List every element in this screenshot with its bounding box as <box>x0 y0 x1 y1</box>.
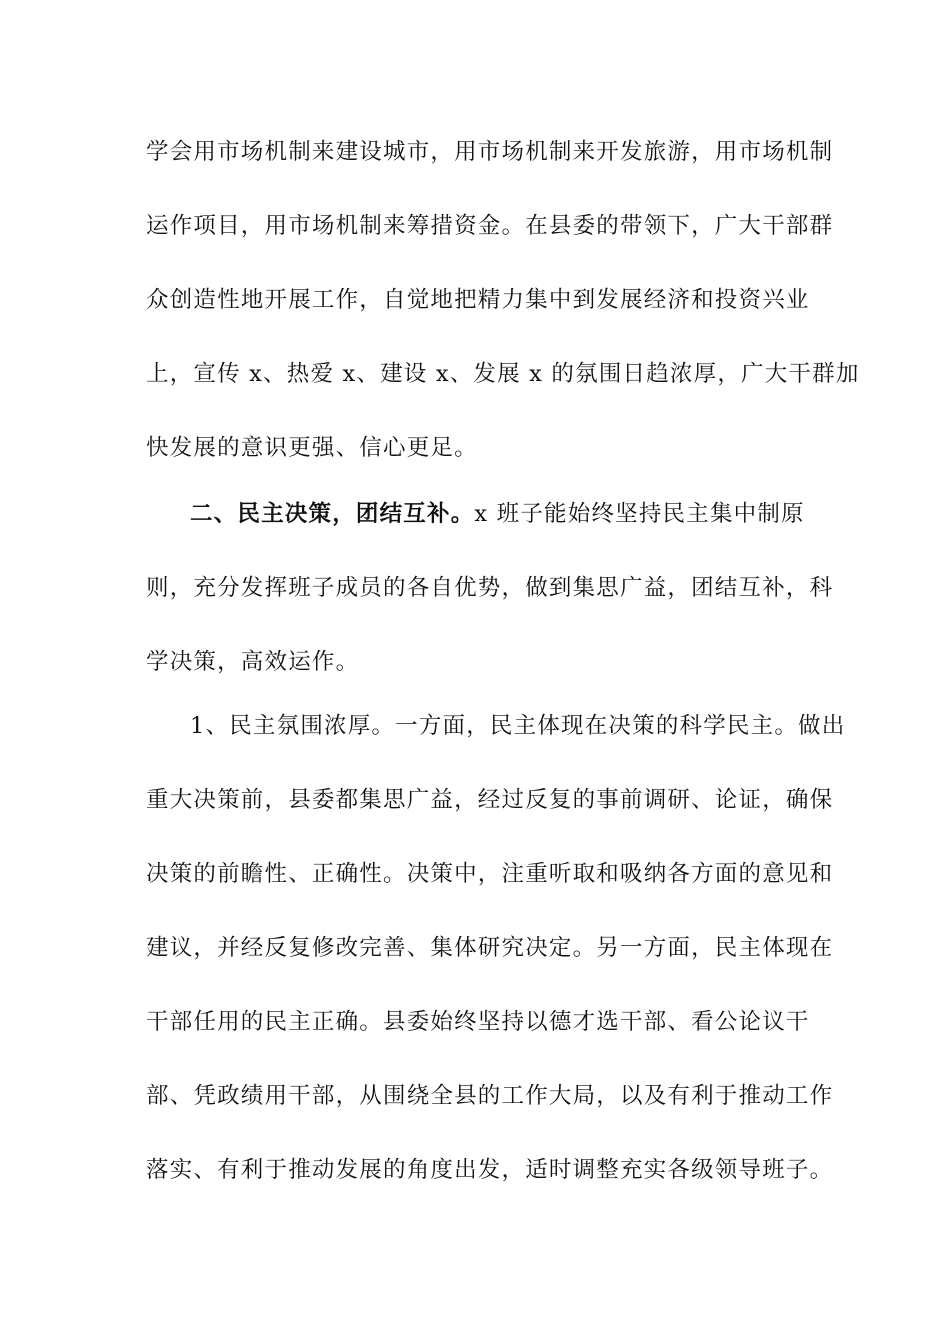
section-2-first-line-text: x 班子能始终坚持民主集中制原 <box>474 501 805 527</box>
item-1-line-7: 落实、有利于推动发展的角度出发，适时调整充实各级领导班子。 <box>146 1157 834 1183</box>
section-2-line-2: 则，充分发挥班子成员的各自优势，做到集思广益，团结互补，科 <box>146 575 834 601</box>
section-2-first-line <box>190 494 870 534</box>
paragraph-line-1: 学会用市场机制来建设城市，用市场机制来开发旅游，用市场机制 <box>146 139 834 165</box>
paragraph-line-4: 上，宣传 x、热爱 x、建设 x、发展 x 的氛围日趋浓厚，广大干群加 <box>146 361 860 387</box>
item-1-line-5: 干部任用的民主正确。县委始终坚持以德才选干部、看公论议干 <box>146 1009 810 1035</box>
paragraph-line-2: 运作项目，用市场机制来筹措资金。在县委的带领下，广大干部群 <box>146 213 834 239</box>
item-1-line-3: 决策的前瞻性、正确性。决策中，注重听取和吸纳各方面的意见和 <box>146 861 834 887</box>
paragraph-line-5: 快发展的意识更强、信心更足。 <box>146 435 478 461</box>
section-2-heading: 二、民主决策，团结互补。 <box>190 501 475 527</box>
paragraph-line-3: 众创造性地开展工作，自觉地把精力集中到发展经济和投资兴业 <box>146 287 810 313</box>
item-1-line-2: 重大决策前，县委都集思广益，经过反复的事前调研、论证，确保 <box>146 787 834 813</box>
item-1-line-4: 建议，并经反复修改完善、集体研究决定。另一方面，民主体现在 <box>146 935 834 961</box>
item-1-line-1: 1、民主氛围浓厚。一方面，民主体现在决策的科学民主。做出 <box>190 713 846 739</box>
item-1-line-6: 部、凭政绩用干部，从围绕全县的工作大局，以及有利于推动工作 <box>146 1083 834 1109</box>
section-2-line-3: 学决策，高效运作。 <box>146 649 360 675</box>
